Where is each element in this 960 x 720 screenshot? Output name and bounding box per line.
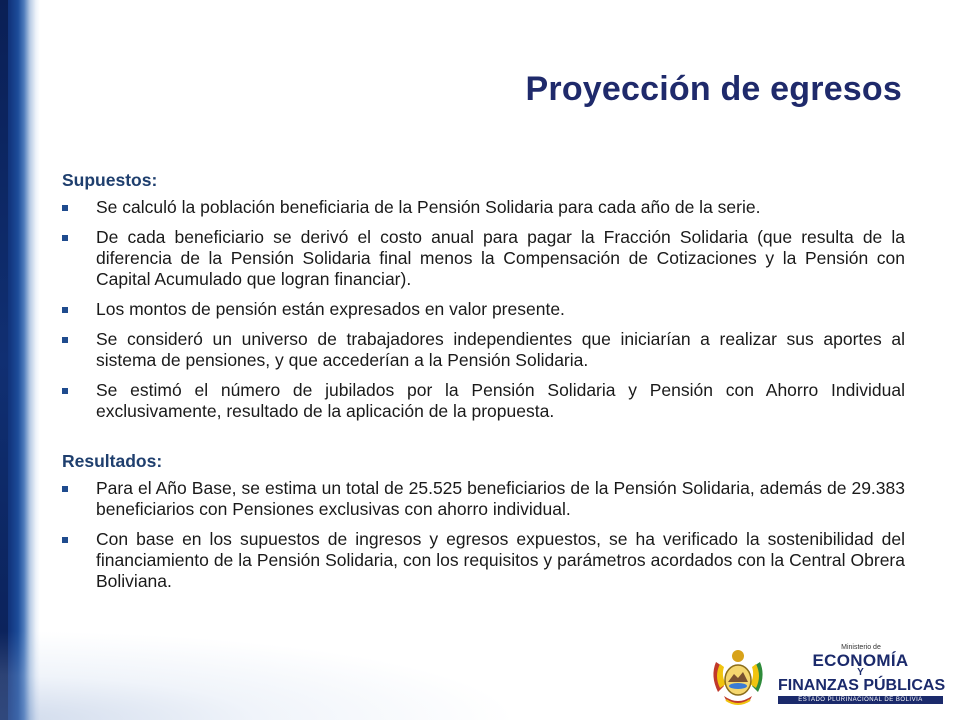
bullet-icon [62,235,68,241]
list-item-text: Los montos de pensión están expresados en valor presente. [96,299,565,319]
bottom-decorative-swoosh [0,630,520,720]
bullet-icon [62,537,68,543]
list-item [62,197,905,218]
list-item-text: Se estimó el número de jubilados por la Pensión Solidaria y Pensión con Ahorro Individual exclusivamente, resultado de la aplicación de la propuesta. [96,380,905,421]
logo-y: Y [857,667,864,678]
left-dark-strip [0,0,8,720]
list-item [62,299,905,320]
logo-text-block [778,644,946,704]
list-item [62,380,905,422]
list-item-text: Con base en los supuestos de ingresos y egresos expuestos, se ha verificado la sostenibilidad del financiamiento de la Pensión Solidaria, con los requisitos y parámetros acordados con la Central Obrera Boliviana. [96,529,905,591]
list-item [62,529,905,592]
page-title: Proyección de egresos [525,70,902,108]
logo-economia: ECONOMÍA [812,651,909,670]
section-spacer [62,431,905,451]
supuestos-heading: Supuestos: [62,170,158,190]
coat-of-arms-icon [708,646,768,710]
supuestos-list [62,197,905,422]
list-item-text: Se calculó la población beneficiaria de la Pensión Solidaria para cada año de la serie. [96,197,761,217]
bullet-icon [62,486,68,492]
slide-content [62,170,905,601]
list-item-text: Para el Año Base, se estima un total de 25.525 beneficiarios de la Pensión Solidaria, además de 29.383 beneficiarios con Pensiones exclusivas con ahorro individual. [96,478,905,519]
bullet-icon [62,337,68,343]
bullet-icon [62,307,68,313]
logo-finanzas: FINANZAS PÚBLICAS [778,677,946,694]
bullet-icon [62,205,68,211]
list-item [62,478,905,520]
list-item-text: Se consideró un universo de trabajadores independientes que iniciarían a realizar sus aportes al sistema de pensiones, y que accederían a la Pensión Solidaria. [96,329,905,370]
list-item-text: De cada beneficiario se derivó el costo anual para pagar la Fracción Solidaria (que resulta de la diferencia de la Pensión Solidaria final menos la Compensación de Cotizaciones y la Pensión con Capital Acumulado que logran financiar). [96,227,905,289]
logo-ministerio: Ministerio de [841,644,881,651]
ministry-logo [708,644,946,714]
resultados-list [62,478,905,592]
list-item [62,329,905,371]
list-item [62,227,905,290]
logo-estado-bar: ESTADO PLURINACIONAL DE BOLIVIA [778,696,943,704]
bullet-icon [62,388,68,394]
resultados-heading: Resultados: [62,451,163,471]
